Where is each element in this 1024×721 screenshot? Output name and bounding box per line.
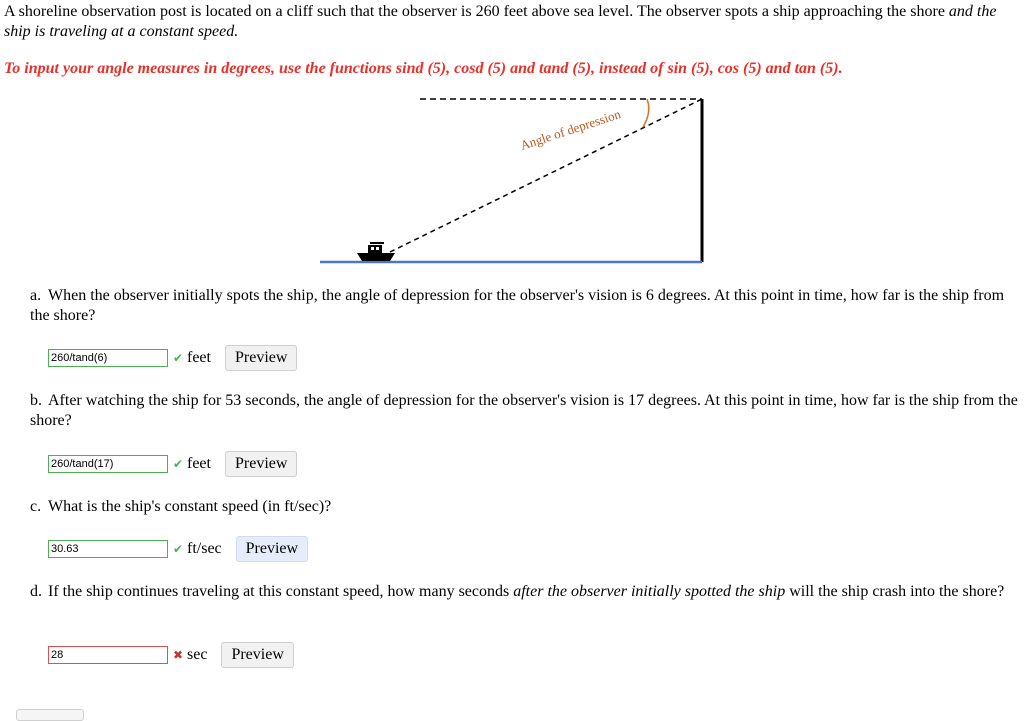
answer-a-row bbox=[48, 345, 297, 371]
answer-a-unit: feet bbox=[187, 349, 211, 366]
ship-icon bbox=[357, 243, 395, 261]
submit-button-partial[interactable] bbox=[16, 709, 84, 721]
answer-c-input[interactable] bbox=[48, 540, 168, 558]
question-c bbox=[30, 497, 1020, 517]
correct-check-icon: ✔ bbox=[172, 456, 184, 471]
question-b bbox=[30, 391, 1020, 431]
preview-button-b[interactable]: Preview bbox=[225, 451, 297, 477]
question-d-label: d. bbox=[30, 583, 42, 600]
preview-button-d[interactable]: Preview bbox=[221, 642, 293, 668]
question-c-text: What is the ship's constant speed (in ft/sec)? bbox=[48, 498, 332, 515]
question-b-label: b. bbox=[30, 392, 42, 409]
answer-a-input[interactable] bbox=[48, 349, 168, 367]
answer-d-unit: sec bbox=[187, 646, 208, 663]
question-a-text: When the observer initially spots the ship, the angle of depression for the observer's vision is 6 degrees. At this point in time, how far is the ship from the shore? bbox=[30, 287, 1005, 324]
preview-button-a[interactable]: Preview bbox=[225, 345, 297, 371]
question-d-text-after: will the ship crash into the shore? bbox=[789, 583, 1005, 600]
question-c-label: c. bbox=[30, 498, 42, 515]
correct-check-icon: ✔ bbox=[172, 350, 184, 365]
answer-d-input[interactable] bbox=[48, 646, 168, 664]
angle-arc bbox=[643, 99, 649, 127]
intro-text: A shoreline observation post is located on a cliff such that the observer is 260 feet above sea level. The observer spots a ship approaching the shore bbox=[4, 3, 945, 20]
question-d-text-before: If the ship continues traveling at this constant speed, how many seconds bbox=[48, 583, 510, 600]
answer-d-row bbox=[48, 642, 294, 668]
intro-italic-text: and the ship is traveling at a constant speed. bbox=[4, 3, 997, 40]
answer-c-unit: ft/sec bbox=[187, 540, 222, 557]
question-b-text: After watching the ship for 53 seconds, the angle of depression for the observer's vision is 17 degrees. At this point in time, how far is the ship from the shore? bbox=[30, 392, 1018, 429]
question-a-label: a. bbox=[30, 287, 42, 304]
angle-of-depression-label: Angle of depression bbox=[518, 106, 623, 153]
answer-c-row bbox=[48, 536, 308, 562]
problem-intro bbox=[4, 2, 1014, 42]
line-of-sight bbox=[390, 99, 702, 252]
incorrect-x-icon: ✖ bbox=[172, 647, 184, 662]
question-d-text-italic: after the observer initially spotted the ship bbox=[513, 583, 786, 600]
question-a bbox=[30, 286, 1020, 326]
cliff-diagram bbox=[310, 90, 720, 270]
question-d bbox=[30, 582, 1020, 602]
answer-b-unit: feet bbox=[187, 455, 211, 472]
input-instructions-note: To input your angle measures in degrees, use the functions sind (5), cosd (5) and tand (5), instead of sin (5), cos (5) and tan (5). bbox=[4, 60, 843, 77]
preview-button-c[interactable]: Preview bbox=[236, 536, 308, 562]
answer-b-input[interactable] bbox=[48, 455, 168, 473]
correct-check-icon: ✔ bbox=[172, 541, 184, 556]
answer-b-row bbox=[48, 451, 297, 477]
